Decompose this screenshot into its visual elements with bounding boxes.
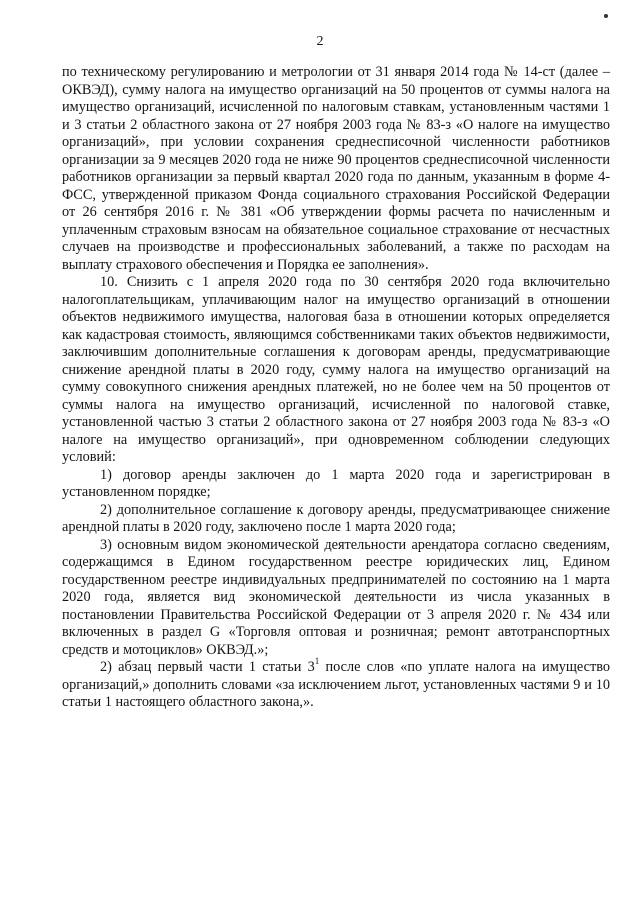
- paragraph-10: 10. Снизить с 1 апреля 2020 года по 30 сентября 2020 года включительно налогоплательщикам, уплачивающим налог на имущество организаций в отношении объектов недвижимого имущества, налоговая база в отношении которых определяется как кадастровая стоимость, являющимся собственниками таких объектов недвижимости, заключившим дополнительные соглашения к договорам аренды, предусматривающие снижение арендной платы в 2020 году, сумму налога на имущество организаций на сумму совокупного снижения арендных платежей, но не более чем на 50 процентов от суммы налога на имущество организаций, исчисленной по налоговой ставке, установленной частью 3 статьи 2 областного закона от 27 ноября 2003 года № 83-з «О налоге на имущество организаций», при одновременном соблюдении следующих условий:: [62, 274, 610, 465]
- page-number: 2: [316, 34, 324, 49]
- paragraph-intro: по техническому регулированию и метрологии от 31 января 2014 года № 14-ст (далее – ОКВЭД), сумму налога на имущество организаций на 50 процентов от суммы налога на имущество организаций, исчисленной по налоговым ставкам, установленным частями 1 и 3 статьи 2 областного закона от 27 ноября 2003 года № 83-з «О налоге на имущество организаций», при условии сохранения среднесписочной численности работников организации за 9 месяцев 2020 года не ниже 90 процентов среднесписочной численности работников организации за первый квартал 2020 года по данным, указанным в форме 4-ФСС, утвержденной приказом Фонда социального страхования Российской Федерации от 26 сентября 2016 г. № 381 «Об утверждении формы расчета по начисленным и уплаченным страховым взносам на обязательное социальное страхование от несчастных случаев на производстве и профессиональных заболеваний, а также по расходам на выплату страхового обеспечения и Порядка ее заполнения».: [62, 64, 610, 273]
- scan-mark: [604, 14, 608, 18]
- amendment-text-start: 2) абзац первый части 1 статьи 3: [100, 659, 315, 675]
- condition-item-2: 2) дополнительное соглашение к договору аренды, предусматривающее снижение арендной платы в 2020 году, заключено после 1 марта 2020 года;: [62, 501, 610, 535]
- condition-item-3: 3) основным видом экономической деятельности арендатора согласно сведениям, содержащимся в Едином государственном реестре юридических лиц, Едином государственном реестре индивидуальных предпринимателей по состоянию на 1 марта 2020 года, является вид экономической деятельности из числа указанных в постановлении Правительства Российской Федерации от 3 апреля 2020 г. № 434 или включенных в раздел G «Торговля оптовая и розничная; ремонт автотранспортных средств и мотоциклов» ОКВЭД.»;: [62, 536, 610, 658]
- document-body: [62, 64, 610, 712]
- article-superscript: 1: [314, 656, 320, 667]
- paragraph-amendment-2: [62, 656, 610, 712]
- amendment-text-end: после слов «по уплате налога на имущество организаций,» дополнить словами «за исключением льгот, установленных частями 9 и 10 статьи 1 настоящего областного закона,».: [62, 659, 610, 710]
- condition-item-1: 1) договор аренды заключен до 1 марта 2020 года и зарегистрирован в установленном порядке;: [62, 466, 610, 500]
